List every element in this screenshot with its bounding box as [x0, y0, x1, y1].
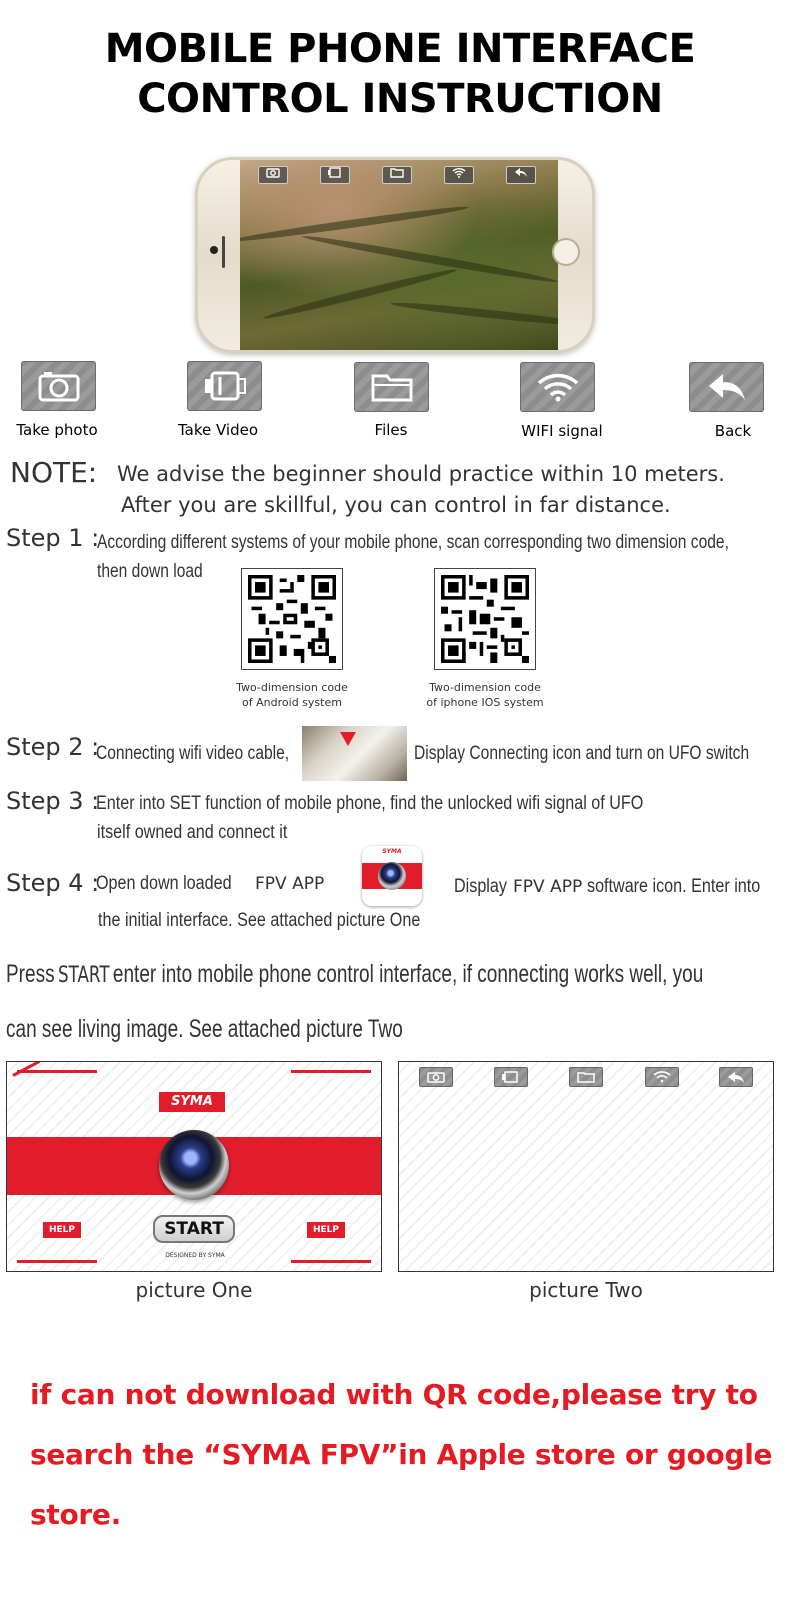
footer-line2: search the “SYMA FPV”in Apple store or google	[30, 1438, 773, 1471]
step4-text-c: software icon. Enter into	[587, 876, 761, 897]
step3-line2: itself owned and connect it	[97, 822, 288, 843]
press-line2: can see living image. See attached picture Two	[6, 1015, 403, 1043]
page-title-line2: CONTROL INSTRUCTION	[137, 76, 663, 122]
qr-pattern-ios	[441, 575, 529, 663]
back-arrow-icon	[689, 362, 764, 412]
step2-text-b: Display Connecting icon and turn on UFO switch	[414, 743, 750, 764]
help-button-right[interactable]: HELP	[307, 1222, 345, 1238]
qr-code-ios	[434, 568, 536, 670]
press-prefix: Press	[6, 960, 55, 988]
qr-caption-android: Two-dimension code of Android system	[236, 681, 348, 709]
corner-accent	[291, 1260, 371, 1263]
step2-text-a: Connecting wifi video cable,	[96, 743, 290, 764]
icon-label-files: Files	[374, 421, 408, 439]
icon-label-take-photo: Take photo	[16, 421, 98, 439]
icon-label-take-video: Take Video	[177, 421, 259, 439]
camera-icon[interactable]	[258, 166, 288, 184]
page-title-line1: MOBILE PHONE INTERFACE	[104, 26, 696, 72]
step4-line2: the initial interface. See attached picture One	[98, 910, 421, 931]
wifi-icon	[520, 362, 595, 412]
qr-code-android	[241, 568, 343, 670]
step3-label: Step 3 :	[6, 787, 100, 815]
lens-icon	[378, 862, 406, 890]
note-prefix: NOTE:	[10, 456, 98, 489]
icon-label-wifi-signal: WIFI signal	[521, 422, 603, 440]
icon-label-back: Back	[714, 422, 752, 440]
corner-accent	[17, 1260, 97, 1263]
step4-label: Step 4 :	[6, 869, 100, 897]
step2-label: Step 2 :	[6, 733, 100, 761]
phone-screen-landscape	[240, 160, 558, 350]
wifi-cable-photo	[302, 726, 407, 781]
step3-line1: Enter into SET function of mobile phone, find the unlocked wifi signal of UFO	[96, 793, 644, 814]
step4-app-name: FPV APP	[255, 874, 325, 894]
start-button[interactable]: START	[153, 1215, 235, 1243]
syma-logo: SYMA	[159, 1092, 225, 1112]
fpv-app-logo-text: SYMA	[382, 848, 402, 855]
note-line2: After you are skillful, you can control in far distance.	[121, 493, 671, 517]
wifi-icon[interactable]	[444, 166, 474, 184]
corner-accent	[12, 1061, 40, 1077]
step1-line2: then down load	[97, 561, 203, 582]
qr-pattern-android	[248, 575, 336, 663]
footer-line3: store.	[30, 1498, 121, 1531]
fpv-app-icon	[362, 846, 422, 906]
step4-text-b: Display	[454, 876, 507, 897]
step1-line1: According different systems of your mobile phone, scan corresponding two dimension code,	[97, 532, 729, 553]
folder-icon	[354, 362, 429, 412]
note-line1: We advise the beginner should practice within 10 meters.	[117, 462, 725, 486]
video-icon	[187, 361, 262, 411]
corner-accent	[17, 1070, 97, 1073]
step4-text-a: Open down loaded	[96, 873, 232, 894]
camera-icon[interactable]	[419, 1067, 453, 1087]
camera-icon	[21, 361, 96, 411]
picture-one-caption: picture One	[135, 1278, 253, 1302]
phone-illustration	[195, 157, 595, 353]
corner-accent	[291, 1070, 371, 1073]
wifi-icon[interactable]	[645, 1067, 679, 1087]
designed-by-text: DESIGNED BY SYMA	[165, 1252, 225, 1259]
folder-icon[interactable]	[569, 1067, 603, 1087]
press-line1-rest: enter into mobile phone control interface, if connecting works well, you	[112, 960, 704, 988]
picture-one-panel	[6, 1061, 382, 1272]
video-icon[interactable]	[320, 166, 350, 184]
phone-home-button	[552, 238, 580, 266]
step1-label: Step 1 :	[6, 524, 100, 552]
phone-camera-dot	[210, 246, 218, 254]
back-arrow-icon[interactable]	[506, 166, 536, 184]
picture-two-caption: picture Two	[529, 1278, 643, 1302]
folder-icon[interactable]	[382, 166, 412, 184]
press-line1	[6, 960, 703, 989]
footer-line1: if can not download with QR code,please try to	[30, 1378, 758, 1411]
help-button-left[interactable]: HELP	[43, 1222, 81, 1238]
step4-app-name2: FPV APP	[513, 877, 583, 897]
video-icon[interactable]	[494, 1067, 528, 1087]
press-start-word: START	[57, 963, 110, 988]
red-arrow-icon	[340, 732, 356, 746]
camera-lens-icon	[159, 1130, 229, 1200]
phone-speaker	[222, 236, 225, 268]
picture-two-panel	[398, 1061, 774, 1272]
qr-caption-ios: Two-dimension code of iphone IOS system	[426, 681, 544, 709]
back-arrow-icon[interactable]	[719, 1067, 753, 1087]
